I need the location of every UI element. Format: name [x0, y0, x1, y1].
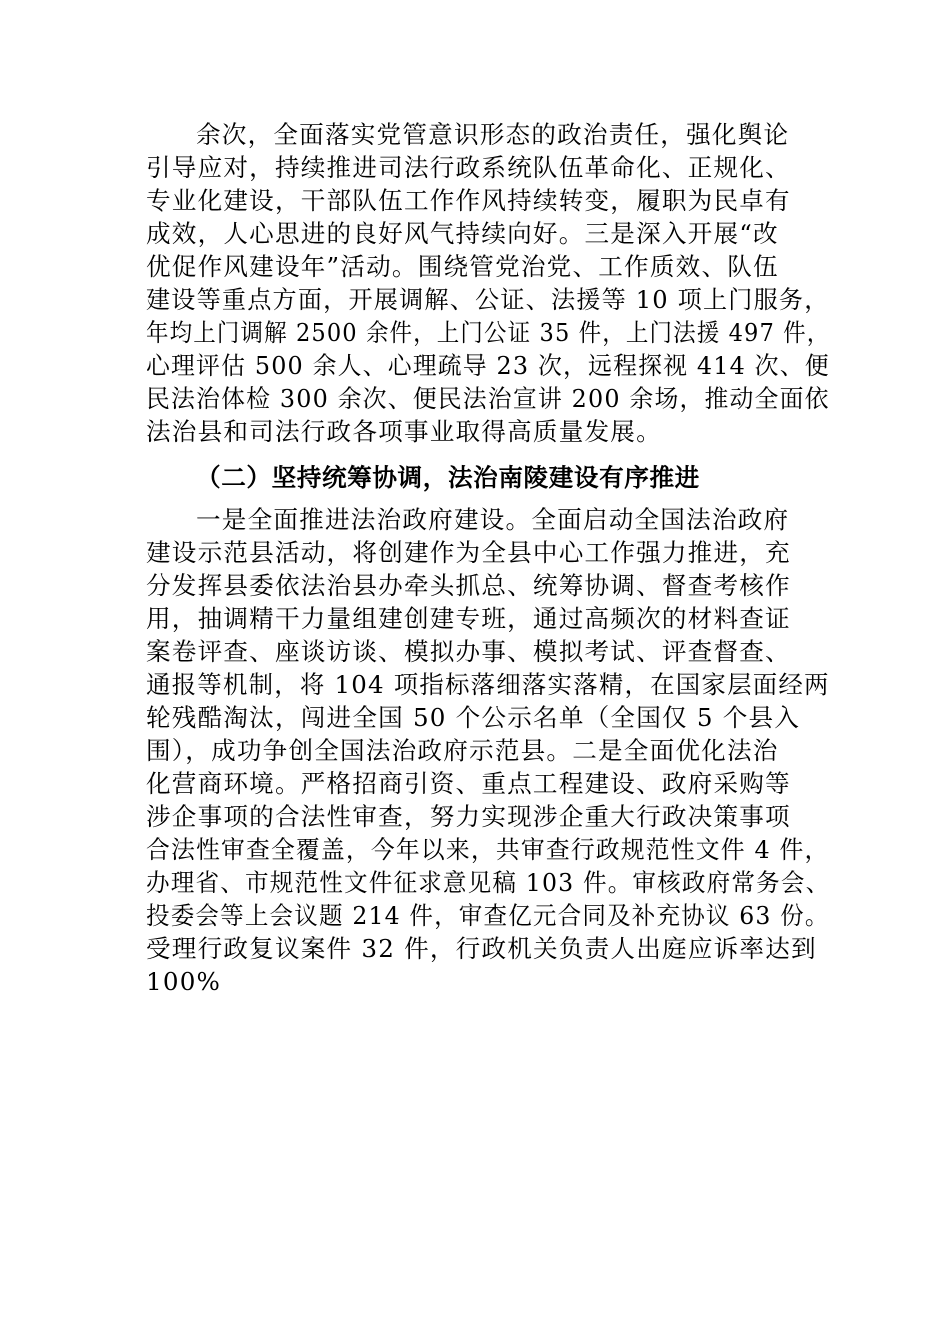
paragraph-line: 优促作风建设年”活动。围绕管党治党、工作质效、队伍 [146, 252, 779, 281]
paragraph-line: 办理省、市规范性文件征求意见稿 103 件。审核政府常务会、 [146, 868, 831, 897]
paragraph-line: 化营商环境。严格招商引资、重点工程建设、政府采购等 [146, 769, 791, 798]
paragraph-line: 涉企事项的合法性审查，努力实现涉企重大行政决策事项 [146, 802, 791, 831]
paragraph-line: 建设等重点方面，开展调解、公证、法援等 10 项上门服务， [146, 285, 830, 314]
paragraph-line: 成效，人心思进的良好风气持续向好。三是深入开展“改 [146, 219, 779, 248]
paragraph-line: 合法性审查全覆盖，今年以来，共审查行政规范性文件 4 件， [146, 835, 830, 864]
paragraph-line: 法治县和司法行政各项事业取得高质量发展。 [146, 417, 662, 446]
paragraph-line: 投委会等上会议题 214 件，审查亿元合同及补充协议 63 份。 [146, 901, 830, 930]
paragraph-line: 轮残酷淘汰，闯进全国 50 个公示名单（全国仅 5 个县入 [146, 703, 801, 732]
section-heading: （二）坚持统筹协调，法治南陵建设有序推进 [196, 463, 700, 492]
paragraph-line: 心理评估 500 余人、心理疏导 23 次，远程探视 414 次、便 [146, 351, 830, 380]
paragraph-line: 余次，全面落实党管意识形态的政治责任，强化舆论 [196, 120, 790, 149]
paragraph-line: 100% [146, 967, 222, 996]
paragraph-line: 年均上门调解 2500 余件，上门公证 35 件，上门法援 497 件， [146, 318, 831, 347]
paragraph-line: 通报等机制，将 104 项指标落细落实落精，在国家层面经两 [146, 670, 830, 699]
paragraph-line: 专业化建设，干部队伍工作作风持续转变，履职为民卓有 [146, 186, 791, 215]
paragraph-line: 引导应对，持续推进司法行政系统队伍革命化、正规化、 [146, 153, 791, 182]
paragraph-line: 建设示范县活动，将创建作为全县中心工作强力推进，充 [146, 538, 791, 567]
paragraph-line: 民法治体检 300 余次、便民法治宣讲 200 余场，推动全面依 [146, 384, 830, 413]
paragraph-line: 用，抽调精干力量组建创建专班，通过高频次的材料查证 [146, 604, 791, 633]
paragraph-line: 分发挥县委依法治县办牵头抓总、统筹协调、督查考核作 [146, 571, 791, 600]
paragraph-line: 一是全面推进法治政府建设。全面启动全国法治政府 [196, 505, 790, 534]
paragraph-line: 案卷评查、座谈访谈、模拟办事、模拟考试、评查督查、 [146, 637, 791, 666]
paragraph-line: 围），成功争创全国法治政府示范县。二是全面优化法治 [146, 736, 779, 765]
paragraph-line: 受理行政复议案件 32 件，行政机关负责人出庭应诉率达到 [146, 934, 817, 963]
